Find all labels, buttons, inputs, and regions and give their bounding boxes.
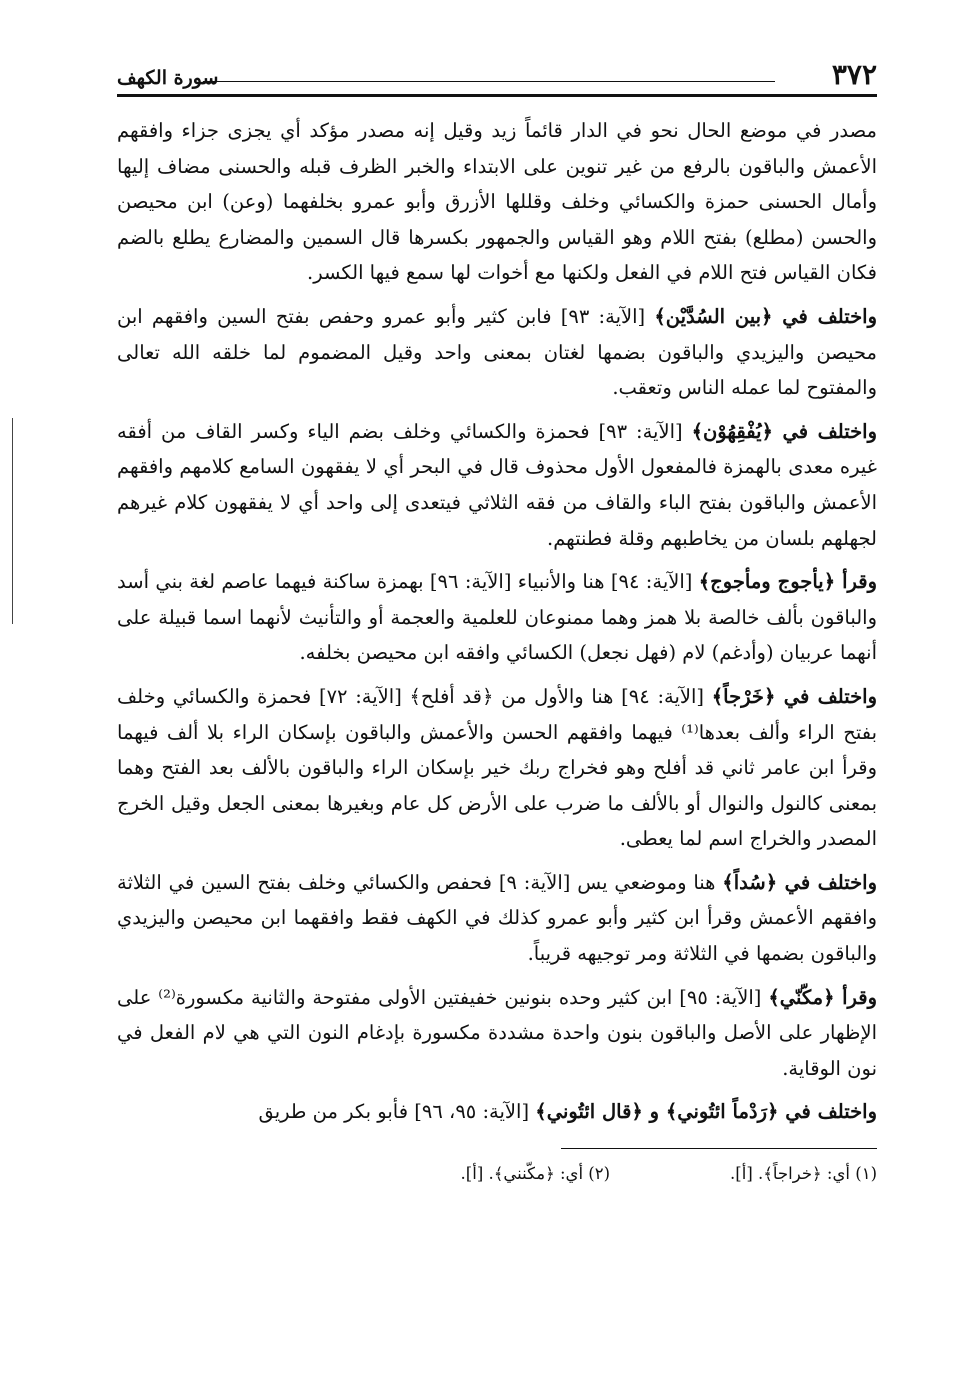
header-dash-line [203, 81, 775, 82]
paragraph [117, 980, 877, 1087]
surah-name: سورة الكهف [117, 67, 219, 89]
paragraph [117, 865, 877, 972]
paragraph-text: هنا وموضعي يس [الآية: ٩] فحفص والكسائي وخلف بفتح السين في الثلاثة وافقهم الأعمش وقرأ ابن كثير وأبو عمرو كذلك في الكهف فقط وافقهما ابن محيصن واليزيدي والباقون بضمها في الثلاثة ومر توجيهه قريباً. [117, 870, 877, 966]
paragraph [117, 299, 877, 406]
paragraph-text: [الآية: ٩٤] هنا والأنبياء [الآية: ٩٦] بهمزة ساكنة فيهما عاصم لغة بني أسد والباقون بألف خالصة بلا همز وهما ممنوعان للعلمية والعجمة أو والتأنيث لأنهما اسما قبيلة على أنهما عربيان (وأدغم) لام (فهل نجعل) الكسائي وافقه ابن محيصن بخلفه. [117, 570, 877, 665]
margin-line [12, 418, 13, 624]
header-rule [117, 94, 877, 97]
paragraph-text: [الآية: ٩٥، ٩٦] فأبو بكر من طريق [258, 1100, 536, 1124]
paragraph [117, 564, 877, 671]
paragraph-text: [الآية: ٩٣] فحمزة والكسائي وخلف بضم الياء وكسر القاف من أفقه غيره معدى بالهمزة فالمفعول الأول محذوف قال في البحر أي لا يفقهون السامع كلامهم وافقهم الأعمش والباقون بفتح الباء والقاف من فقه الثلاثي فيتعدى إلى واحد أي لا يفقهون كلام غيرهم لجهلهم بلسان من يخاطبهم وقلة فطنتهم. [117, 419, 877, 550]
paragraph-lead: واختلف في ﴿رَدْماً ائتُوني﴾ و ﴿قال ائتُوني﴾ [535, 1100, 877, 1124]
paragraph-text: [الآية: ٩٣] فابن كثير وأبو عمرو وحفص بفتح السين وافقهم ابن محيصن واليزيدي والباقون بضمها لغتان بمعنى واحد وقيل المضموم لما خلقه الله تعالى والمفتوح لما عمله الناس وتعقب. [117, 304, 877, 400]
paragraph-lead: واختلف في ﴿خَرْجاً﴾ [711, 684, 877, 708]
page-number: ٣٧٢ [831, 58, 877, 91]
paragraph [117, 1094, 877, 1130]
paragraph-lead: وقرأ ﴿مكّنّي﴾ [768, 985, 877, 1009]
footnote-rule [561, 1148, 877, 1149]
footnote-1: (١) أي: ﴿خراجاً﴾. [أ]. [730, 1164, 877, 1184]
body-text [117, 113, 877, 1130]
footnote-2: (٢) أي: ﴿مكّنني﴾. [أ]. [460, 1164, 611, 1184]
paragraph-text: [الآية: ٩٤] هنا والأول من ﴿قد أفلح﴾ [الآية: ٧٢] فحمزة والكسائي وخلف بفتح الراء وألف بعدها⁽¹⁾ فيهما وافقهم الحسن والأعمش والباقون بإسكان الراء بلا ألف فيهما وقرأ ابن عامر ثاني قد أفلح وهو فخراج ربك خير بإسكان الراء والباقون بالألف بعد الفتح وهما بمعنى كالنول والنوال أو بالألف ما ضرب على الأرض كل عام وبغيرها بمعنى الجعل وقيل الخرج المصدر والخراج اسم لما يعطى. [117, 684, 878, 851]
paragraph-text: [الآية: ٩٥] ابن كثير وحده بنونين خفيفتين الأولى مفتوحة والثانية مكسورة⁽²⁾ على الإظهار على الأصل والباقون بنون واحدة مشددة مكسورة بإدغام النون التي هي لام الفعل في نون الوقاية. [117, 985, 877, 1080]
paragraph-lead: وقرأ ﴿يأجوج ومأجوج﴾ [698, 570, 878, 594]
paragraph-lead: واختلف في ﴿يُفْقِهُوْن﴾ [691, 419, 877, 443]
page [117, 48, 877, 1368]
paragraph-lead: واختلف في ﴿بين السُدَّيْن﴾ [654, 304, 878, 328]
page-header [117, 48, 877, 94]
paragraph [117, 679, 877, 857]
paragraph [117, 113, 877, 291]
paragraph-lead: واختلف في ﴿سُداً﴾ [722, 870, 877, 894]
paragraph [117, 414, 877, 556]
paragraph-text: مصدر في موضع الحال نحو في الدار قائماً زيد وقيل إنه مصدر مؤكد أي يجزى جزاء وافقهم الأعمش والباقون بالرفع من غير تنوين على الابتداء والخبر الظرف قبله والحسنى مضاف إليها وأمال الحسنى حمزة والكسائي وخلف وقللها الأزرق وأبو عمرو بخلفهما (وعن) ابن محيصن والحسن (مطلع) بفتح اللام وهو القياس والجمهور بكسرها قال السمين والمضارع يطلع بالضم فكان القياس فتح اللام في الفعل ولكنها مع أخوات لها سمع فيها الكسر. [117, 119, 877, 285]
footnotes [117, 1161, 877, 1187]
